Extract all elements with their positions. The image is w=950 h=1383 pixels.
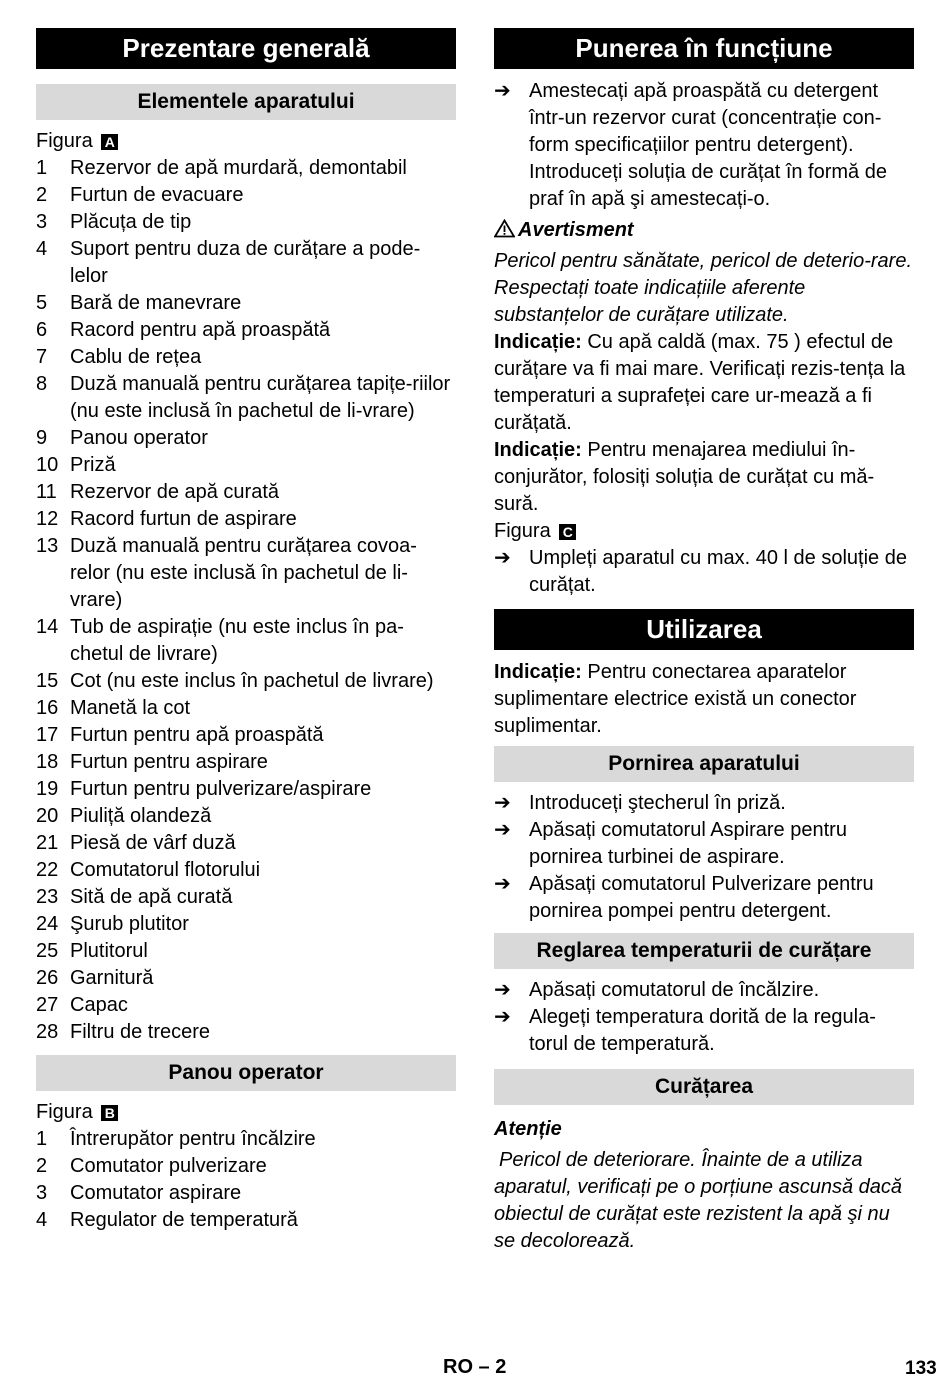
figure-label: Figura	[494, 520, 551, 542]
note-extra-connector	[494, 659, 914, 740]
device-elements-list	[36, 155, 456, 1046]
item-text: Piesă de vârf duză	[70, 832, 236, 854]
warning-triangle-icon	[494, 217, 518, 244]
item-number: 9	[36, 427, 48, 449]
item-number: 18	[36, 751, 59, 773]
item-text: Comutatorul flotorului	[70, 859, 261, 881]
subsection-heading-power-on: Pornirea aparatului	[494, 746, 914, 782]
note-environment	[494, 437, 914, 518]
list-item	[36, 668, 456, 695]
item-number: 27	[36, 994, 59, 1016]
step-text: Umpleți aparatul cu max. 40 l de soluție de curățat.	[529, 547, 907, 596]
list-item	[36, 857, 456, 884]
list-item	[36, 344, 456, 371]
item-number: 28	[36, 1021, 59, 1043]
figure-reference-c	[494, 518, 914, 545]
list-item	[36, 479, 456, 506]
list-item	[36, 1207, 456, 1234]
item-number: 2	[36, 1155, 48, 1177]
list-item	[36, 371, 456, 425]
list-item	[36, 209, 456, 236]
instruction-step	[494, 1004, 914, 1058]
item-number: 19	[36, 778, 59, 800]
arrow-icon: ➔	[494, 873, 511, 895]
warning-heading: Avertisment	[494, 217, 914, 244]
item-number: 3	[36, 1182, 48, 1204]
list-item	[36, 884, 456, 911]
list-item	[36, 236, 456, 290]
attention-text: Pericol de deteriorare. Înainte de a utiliza aparatul, verificați pe o porțiune ascunsă dacă obiectul de curățat este rezistent la apă şi nu se decolorează.	[494, 1149, 903, 1252]
attention-heading: Atenție	[494, 1118, 562, 1140]
note-text: Cu apă caldă (max. 75 ) efectul de curățare va fi mai mare. Verificați rezis-tența la temperaturi a suprafeței care ur-mează a fi curățată.	[494, 331, 906, 434]
list-item	[36, 992, 456, 1019]
item-number: 1	[36, 157, 48, 179]
item-text: Rezervor de apă curată	[70, 481, 280, 503]
item-text: Şurub plutitor	[70, 913, 189, 935]
footer-page-number: 133	[905, 1358, 937, 1379]
list-item	[36, 290, 456, 317]
item-number: 14	[36, 616, 59, 638]
arrow-icon: ➔	[494, 792, 511, 814]
list-item	[36, 776, 456, 803]
note-text: Pentru conectarea aparatelor suplimentare electrice există un conector suplimentar.	[494, 661, 857, 737]
item-number: 12	[36, 508, 59, 530]
list-item	[36, 317, 456, 344]
figure-letter-box: A	[101, 134, 118, 150]
figure-letter-box: B	[101, 1105, 118, 1121]
list-item	[36, 182, 456, 209]
item-text: Furtun pentru aspirare	[70, 751, 268, 773]
list-item	[36, 965, 456, 992]
step-text: Apăsați comutatorul Aspirare pentru pornirea turbinei de aspirare.	[529, 819, 847, 868]
item-text: Capac	[70, 994, 128, 1016]
item-text: Racord furtun de aspirare	[70, 508, 297, 530]
power-on-steps	[494, 790, 914, 925]
subsection-heading-control-panel: Panou operator	[36, 1055, 456, 1091]
section-title-startup: Punerea în funcțiune	[494, 28, 914, 69]
list-item	[36, 533, 456, 614]
figure-label: Figura	[36, 130, 93, 152]
figure-label: Figura	[36, 1101, 93, 1123]
section-title-overview: Prezentare generală	[36, 28, 456, 69]
step-text: Introduceți ştecherul în priză.	[529, 792, 786, 814]
item-number: 5	[36, 292, 48, 314]
item-number: 6	[36, 319, 48, 341]
item-text: Sită de apă curată	[70, 886, 233, 908]
instruction-step	[494, 78, 914, 213]
note-label: Indicație:	[494, 331, 582, 353]
arrow-icon: ➔	[494, 819, 511, 841]
instruction-step	[494, 871, 914, 925]
arrow-icon: ➔	[494, 547, 511, 569]
arrow-icon: ➔	[494, 1006, 511, 1028]
instruction-step	[494, 977, 914, 1004]
item-text: Regulator de temperatură	[70, 1209, 298, 1231]
instruction-step	[494, 545, 914, 599]
temperature-steps	[494, 977, 914, 1058]
item-text: Întrerupător pentru încălzire	[70, 1128, 316, 1150]
list-item	[36, 452, 456, 479]
item-number: 4	[36, 238, 48, 260]
list-item	[36, 695, 456, 722]
step-text: Amestecați apă proaspătă cu detergent într-un rezervor curat (concentrație con-form specificațiilor pentru detergent). Introduceți soluția de curățat în formă de praf în apă şi amestecați-o.	[529, 80, 887, 210]
item-text: Garnitură	[70, 967, 154, 989]
item-number: 3	[36, 211, 48, 233]
list-item	[36, 425, 456, 452]
item-number: 8	[36, 373, 48, 395]
item-text: Plăcuța de tip	[70, 211, 192, 233]
list-item	[36, 749, 456, 776]
list-item	[36, 803, 456, 830]
item-number: 15	[36, 670, 59, 692]
note-hot-water	[494, 329, 914, 437]
item-text: Comutator pulverizare	[70, 1155, 267, 1177]
item-number: 7	[36, 346, 48, 368]
control-panel-list	[36, 1126, 456, 1234]
item-number: 26	[36, 967, 59, 989]
note-text: Pentru menajarea mediului în-conjurător, folosiți soluția de curățat cu mă-sură.	[494, 439, 875, 515]
list-item	[36, 614, 456, 668]
subsection-heading-cleaning: Curățarea	[494, 1069, 914, 1105]
item-number: 10	[36, 454, 59, 476]
instruction-step	[494, 817, 914, 871]
step-text: Apăsați comutatorul Pulverizare pentru pornirea pompei pentru detergent.	[529, 873, 874, 922]
step-text: Alegeți temperatura dorită de la regula-torul de temperatură.	[529, 1006, 876, 1055]
instruction-step	[494, 790, 914, 817]
item-text: Suport pentru duza de curățare a pode-lelor	[70, 238, 421, 287]
item-text: Bară de manevrare	[70, 292, 242, 314]
arrow-icon: ➔	[494, 979, 511, 1001]
list-item	[36, 911, 456, 938]
item-number: 24	[36, 913, 59, 935]
item-text: Plutitorul	[70, 940, 148, 962]
item-number: 13	[36, 535, 59, 557]
item-number: 2	[36, 184, 48, 206]
item-number: 22	[36, 859, 59, 881]
item-text: Filtru de trecere	[70, 1021, 211, 1043]
item-text: Rezervor de apă murdară, demontabil	[70, 157, 407, 179]
list-item	[36, 1126, 456, 1153]
item-number: 1	[36, 1128, 48, 1150]
left-column	[36, 28, 456, 1234]
figure-reference-b	[36, 1099, 456, 1126]
item-text: Tub de aspirație (nu este inclus în pa-chetul de livrare)	[70, 616, 404, 665]
warning-text: Pericol pentru sănătate, pericol de deterio-rare. Respectați toate indicațiile aferente substanțelor de curățare utilizate.	[494, 250, 913, 326]
item-text: Priză	[70, 454, 116, 476]
item-number: 4	[36, 1209, 48, 1231]
item-number: 17	[36, 724, 59, 746]
item-number: 11	[36, 481, 57, 503]
item-text: Racord pentru apă proaspătă	[70, 319, 331, 341]
item-number: 23	[36, 886, 59, 908]
item-number: 21	[36, 832, 59, 854]
figure-reference-a	[36, 128, 456, 155]
arrow-icon: ➔	[494, 80, 511, 102]
item-number: 16	[36, 697, 59, 719]
list-item	[36, 1180, 456, 1207]
item-number: 25	[36, 940, 59, 962]
note-label: Indicație:	[494, 439, 582, 461]
item-text: Manetă la cot	[70, 697, 191, 719]
list-item	[36, 722, 456, 749]
item-text: Duză manuală pentru curățarea tapițe-riilor (nu este inclusă în pachetul de li-vrare)	[70, 373, 451, 422]
item-text: Piuliță olandeză	[70, 805, 212, 827]
note-label: Indicație:	[494, 661, 582, 683]
footer-section-code: RO – 2	[443, 1356, 507, 1378]
item-text: Comutator aspirare	[70, 1182, 242, 1204]
item-text: Duză manuală pentru curățarea covoa-relor (nu este inclusă în pachetul de li-vrare)	[70, 535, 417, 611]
list-item	[36, 506, 456, 533]
list-item	[36, 155, 456, 182]
subsection-heading-temperature: Reglarea temperaturii de curățare	[494, 933, 914, 969]
section-title-operation: Utilizarea	[494, 609, 914, 650]
list-item	[36, 938, 456, 965]
list-item	[36, 1153, 456, 1180]
item-text: Panou operator	[70, 427, 208, 449]
right-column	[494, 28, 914, 1255]
list-item	[36, 830, 456, 857]
item-text: Furtun de evacuare	[70, 184, 244, 206]
figure-letter-box: C	[559, 524, 576, 540]
item-text: Furtun pentru pulverizare/aspirare	[70, 778, 372, 800]
item-text: Cot (nu este inclus în pachetul de livrare)	[70, 670, 434, 692]
item-number: 20	[36, 805, 59, 827]
list-item	[36, 1019, 456, 1046]
item-text: Furtun pentru apă proaspătă	[70, 724, 324, 746]
item-text: Cablu de rețea	[70, 346, 202, 368]
step-text: Apăsați comutatorul de încălzire.	[529, 979, 820, 1001]
subsection-heading-elements: Elementele aparatului	[36, 84, 456, 120]
